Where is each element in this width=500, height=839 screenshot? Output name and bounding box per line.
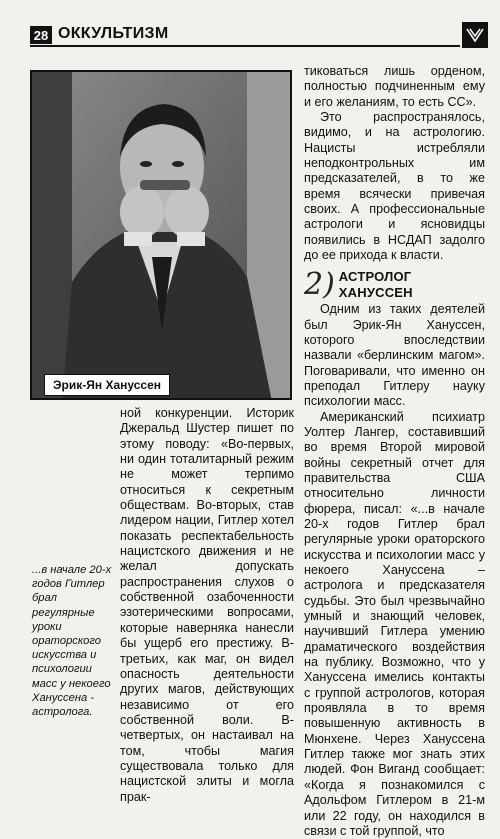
- paragraph: Американский психиатр Уолтер Лангер, составивший во время Второй мировой войны секретный отчет для правительства США относительно личности фюрера, писал: «...в начале 20-х годов Гитлер брал регулярные уроки ораторского искусства и психологии масс у некоего Хануссена – астролога и предсказателя судьбы. Это был чрезвычайно умный и знающий человек, научивший Гитлера умению драматического воздействия на публику. Возможно, что у Хануссена имелись контакты с группой астрологов, которая проявляла в то время повышенную активность в Мюнхене. Через Хануссена Гитлер также мог знать этих людей. Фон Виганд сообщает: «Когда я познакомился с Адольфом Гитлером в 21-м или 22 году, он находился в связи с той группой, что: [304, 409, 485, 838]
- header-rule: [30, 45, 460, 47]
- page-number: 28: [30, 26, 52, 44]
- magazine-logo-icon: [462, 22, 488, 48]
- middle-column: [120, 406, 294, 805]
- pull-quote: ...в начале 20-х годов Гитлер брал регулярные уроки ораторского искусства и психологии масс у некоего Хануссена - астролога.: [32, 564, 112, 719]
- right-column: [304, 64, 485, 839]
- paragraph: Одним из таких деятелей был Эрик-Ян Хануссен, которого впоследствии назвали «берлинским магом». Поговаривали, что именно он преподал Гитлеру науку психологии масс.: [304, 302, 485, 409]
- photo-caption: Эрик-Ян Хануссен: [44, 374, 170, 396]
- section-title: ОККУЛЬТИЗМ: [58, 25, 169, 42]
- paragraph: Это распространялось, видимо, и на астрологию. Нацисты истребляли неподконтрольных им предсказателей, в то же время всячески привечая своих. А профессиональные астрологи и ясновидцы появились в НСДАП задолго до ее прихода к власти.: [304, 110, 485, 263]
- handwritten-mark: 2): [304, 266, 335, 302]
- paragraph: ной конкуренции. Историк Джеральд Шустер пишет по этому поводу: «Во-первых, ни один тоталитарный режим не может терпимо относиться к секретным обществам. Во-вторых, став лидером нации, Гитлер хотел показать респектабельность нацистского движения и не желал допускать распространения слухов о собственной озабоченности эзотерическими вопросами, которые наверняка нанесли бы ущерб его престижу. В-третьих, как маг, он видел опасность деятельности других магов, действующих независимо от его собственной воли. В-четвертых, он настаивал на том, чтобы магия существовала только для нацистской элиты и могла прак-: [120, 406, 294, 804]
- portrait-photo: [30, 70, 292, 400]
- subheading-text: АСТРОЛОГ ХАНУССЕН: [338, 269, 413, 300]
- subheading: [304, 266, 485, 302]
- paragraph: тиковаться лишь орденом, полностью подчиненным ему и его желаниям, то есть СС».: [304, 64, 485, 109]
